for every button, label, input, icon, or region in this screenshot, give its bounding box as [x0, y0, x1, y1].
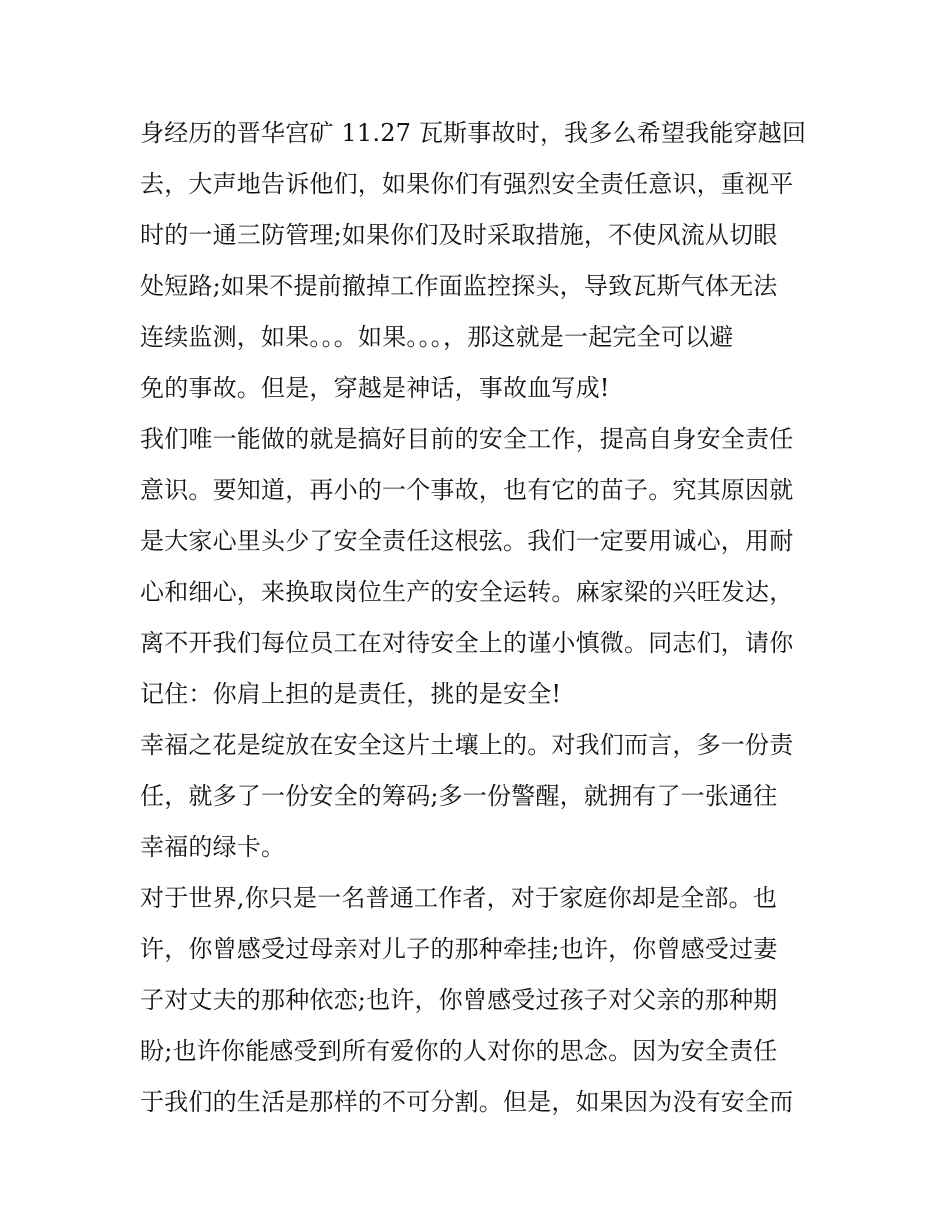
text-line: 去，大声地告诉他们，如果你们有强烈安全责任意识，重视平 — [140, 170, 794, 198]
text-line: 幸福的绿卡。 — [140, 833, 286, 861]
text-line: 处短路;如果不提前撤掉工作面监控探头，导致瓦斯气体无法 — [140, 272, 778, 300]
text-line: 我们唯一能做的就是搞好目前的安全工作，提高自身安全责任 — [140, 425, 794, 453]
text-line: 任，就多了一份安全的筹码;多一份警醒，就拥有了一张通往 — [140, 782, 778, 810]
text-line: 许，你曾感受过母亲对儿子的那种牵挂;也许，你曾感受过妻 — [140, 935, 778, 963]
text-line: 意识。要知道，再小的一个事故，也有它的苗子。究其原因就 — [140, 476, 794, 504]
text-line: 盼;也许你能感受到所有爱你的人对你的思念。因为安全责任 — [140, 1037, 778, 1065]
text-line: 心和细心，来换取岗位生产的安全运转。麻家梁的兴旺发达， — [140, 578, 794, 606]
text-line: 于我们的生活是那样的不可分割。但是，如果因为没有安全而 — [140, 1088, 794, 1116]
text-line: 记住：你肩上担的是责任，挑的是安全! — [140, 680, 562, 708]
text-line: 离不开我们每位员工在对待安全上的谨小慎微。同志们，请你 — [140, 629, 794, 657]
text-line: 连续监测，如果。。。如果。。。，那这就是一起完全可以避 — [140, 323, 734, 351]
text-line: 对于世界,你只是一名普通工作者，对于家庭你却是全部。也 — [140, 884, 778, 912]
text-line: 是大家心里头少了安全责任这根弦。我们一定要用诚心，用耐 — [140, 527, 794, 555]
text-line: 免的事故。但是，穿越是神话，事故血写成! — [140, 374, 610, 402]
text-line: 身经历的晋华宫矿 11.27 瓦斯事故时，我多么希望我能穿越回 — [140, 119, 807, 147]
text-line: 幸福之花是绽放在安全这片土壤上的。对我们而言，多一份责 — [140, 731, 794, 759]
text-line: 时的一通三防管理;如果你们及时采取措施，不使风流从切眼 — [140, 221, 778, 249]
body-text — [140, 108, 830, 1128]
text-line: 子对丈夫的那种依恋;也许，你曾感受过孩子对父亲的那种期 — [140, 986, 778, 1014]
